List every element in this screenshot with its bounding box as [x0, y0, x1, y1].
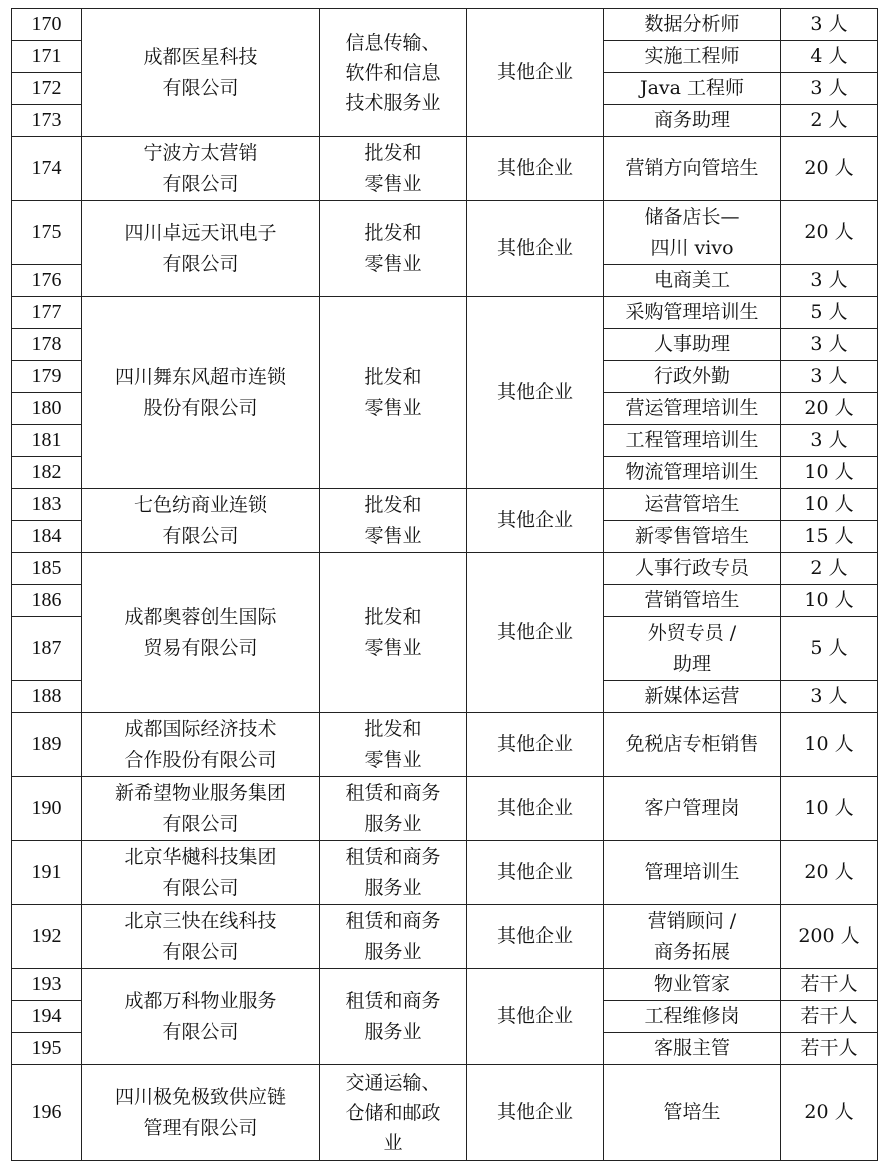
- position: 客服主管: [604, 1033, 781, 1065]
- headcount: 200 人: [781, 905, 878, 969]
- position: 商务助理: [604, 105, 781, 137]
- position: 人事助理: [604, 329, 781, 361]
- headcount: 10 人: [781, 585, 878, 617]
- enterprise-type: 其他企业: [467, 841, 604, 905]
- position: 行政外勤: [604, 361, 781, 393]
- position: 电商美工: [604, 265, 781, 297]
- industry: 批发和 零售业: [320, 553, 467, 713]
- table-row: [12, 137, 878, 201]
- row-number: 183: [12, 489, 82, 521]
- row-number: 192: [12, 905, 82, 969]
- enterprise-type: 其他企业: [467, 297, 604, 489]
- headcount: 10 人: [781, 713, 878, 777]
- table-row: [12, 9, 878, 41]
- headcount: 若干人: [781, 1001, 878, 1033]
- position: 物流管理培训生: [604, 457, 781, 489]
- headcount: 3 人: [781, 329, 878, 361]
- company-name: 宁波方太营销 有限公司: [82, 137, 320, 201]
- recruitment-table: [11, 8, 878, 1161]
- position: 客户管理岗: [604, 777, 781, 841]
- position: 采购管理培训生: [604, 297, 781, 329]
- position: 数据分析师: [604, 9, 781, 41]
- headcount: 20 人: [781, 393, 878, 425]
- row-number: 178: [12, 329, 82, 361]
- position: Java 工程师: [604, 73, 781, 105]
- position: 新零售管培生: [604, 521, 781, 553]
- enterprise-type: 其他企业: [467, 553, 604, 713]
- row-number: 184: [12, 521, 82, 553]
- position: 人事行政专员: [604, 553, 781, 585]
- table-row: [12, 905, 878, 969]
- headcount: 2 人: [781, 105, 878, 137]
- row-number: 186: [12, 585, 82, 617]
- enterprise-type: 其他企业: [467, 905, 604, 969]
- table-row: [12, 297, 878, 329]
- table-row: [12, 201, 878, 265]
- company-name: 四川舞东风超市连锁 股份有限公司: [82, 297, 320, 489]
- row-number: 188: [12, 681, 82, 713]
- table-row: [12, 969, 878, 1001]
- company-name: 新希望物业服务集团 有限公司: [82, 777, 320, 841]
- enterprise-type: 其他企业: [467, 1065, 604, 1161]
- headcount: 20 人: [781, 137, 878, 201]
- row-number: 189: [12, 713, 82, 777]
- headcount: 10 人: [781, 777, 878, 841]
- position: 免税店专柜销售: [604, 713, 781, 777]
- row-number: 174: [12, 137, 82, 201]
- enterprise-type: 其他企业: [467, 137, 604, 201]
- position: 营销方向管培生: [604, 137, 781, 201]
- row-number: 171: [12, 41, 82, 73]
- recruitment-table-body: [12, 9, 878, 1161]
- industry: 交通运输、 仓储和邮政 业: [320, 1065, 467, 1161]
- headcount: 3 人: [781, 425, 878, 457]
- company-name: 四川极免极致供应链 管理有限公司: [82, 1065, 320, 1161]
- position: 营销管培生: [604, 585, 781, 617]
- headcount: 5 人: [781, 297, 878, 329]
- industry: 租赁和商务 服务业: [320, 777, 467, 841]
- headcount: 3 人: [781, 681, 878, 713]
- company-name: 成都医星科技 有限公司: [82, 9, 320, 137]
- row-number: 187: [12, 617, 82, 681]
- enterprise-type: 其他企业: [467, 777, 604, 841]
- position: 物业管家: [604, 969, 781, 1001]
- row-number: 181: [12, 425, 82, 457]
- position: 外贸专员 / 助理: [604, 617, 781, 681]
- table-row: [12, 1065, 878, 1161]
- row-number: 194: [12, 1001, 82, 1033]
- headcount: 15 人: [781, 521, 878, 553]
- headcount: 若干人: [781, 1033, 878, 1065]
- row-number: 182: [12, 457, 82, 489]
- company-name: 成都国际经济技术 合作股份有限公司: [82, 713, 320, 777]
- row-number: 193: [12, 969, 82, 1001]
- row-number: 177: [12, 297, 82, 329]
- headcount: 3 人: [781, 361, 878, 393]
- position: 营销顾问 / 商务拓展: [604, 905, 781, 969]
- company-name: 北京三快在线科技 有限公司: [82, 905, 320, 969]
- industry: 信息传输、 软件和信息 技术服务业: [320, 9, 467, 137]
- position: 运营管培生: [604, 489, 781, 521]
- table-row: [12, 489, 878, 521]
- position: 实施工程师: [604, 41, 781, 73]
- headcount: 5 人: [781, 617, 878, 681]
- enterprise-type: 其他企业: [467, 9, 604, 137]
- table-row: [12, 777, 878, 841]
- industry: 批发和 零售业: [320, 201, 467, 297]
- row-number: 175: [12, 201, 82, 265]
- company-name: 四川卓远天讯电子 有限公司: [82, 201, 320, 297]
- table-row: [12, 841, 878, 905]
- enterprise-type: 其他企业: [467, 201, 604, 297]
- row-number: 190: [12, 777, 82, 841]
- headcount: 10 人: [781, 457, 878, 489]
- row-number: 170: [12, 9, 82, 41]
- row-number: 195: [12, 1033, 82, 1065]
- position: 管理培训生: [604, 841, 781, 905]
- company-name: 七色纺商业连锁 有限公司: [82, 489, 320, 553]
- enterprise-type: 其他企业: [467, 713, 604, 777]
- headcount: 若干人: [781, 969, 878, 1001]
- headcount: 3 人: [781, 73, 878, 105]
- row-number: 185: [12, 553, 82, 585]
- enterprise-type: 其他企业: [467, 489, 604, 553]
- table-row: [12, 713, 878, 777]
- row-number: 196: [12, 1065, 82, 1161]
- position: 储备店长— 四川 vivo: [604, 201, 781, 265]
- position: 管培生: [604, 1065, 781, 1161]
- headcount: 2 人: [781, 553, 878, 585]
- headcount: 3 人: [781, 265, 878, 297]
- row-number: 173: [12, 105, 82, 137]
- industry: 批发和 零售业: [320, 489, 467, 553]
- industry: 批发和 零售业: [320, 297, 467, 489]
- headcount: 20 人: [781, 201, 878, 265]
- industry: 批发和 零售业: [320, 137, 467, 201]
- headcount: 10 人: [781, 489, 878, 521]
- company-name: 北京华樾科技集团 有限公司: [82, 841, 320, 905]
- enterprise-type: 其他企业: [467, 969, 604, 1065]
- industry: 租赁和商务 服务业: [320, 969, 467, 1065]
- position: 新媒体运营: [604, 681, 781, 713]
- row-number: 180: [12, 393, 82, 425]
- headcount: 20 人: [781, 841, 878, 905]
- position: 营运管理培训生: [604, 393, 781, 425]
- industry: 租赁和商务 服务业: [320, 841, 467, 905]
- row-number: 172: [12, 73, 82, 105]
- industry: 批发和 零售业: [320, 713, 467, 777]
- company-name: 成都万科物业服务 有限公司: [82, 969, 320, 1065]
- headcount: 3 人: [781, 9, 878, 41]
- company-name: 成都奥蓉创生国际 贸易有限公司: [82, 553, 320, 713]
- row-number: 191: [12, 841, 82, 905]
- position: 工程维修岗: [604, 1001, 781, 1033]
- headcount: 4 人: [781, 41, 878, 73]
- industry: 租赁和商务 服务业: [320, 905, 467, 969]
- headcount: 20 人: [781, 1065, 878, 1161]
- position: 工程管理培训生: [604, 425, 781, 457]
- row-number: 176: [12, 265, 82, 297]
- table-row: [12, 553, 878, 585]
- row-number: 179: [12, 361, 82, 393]
